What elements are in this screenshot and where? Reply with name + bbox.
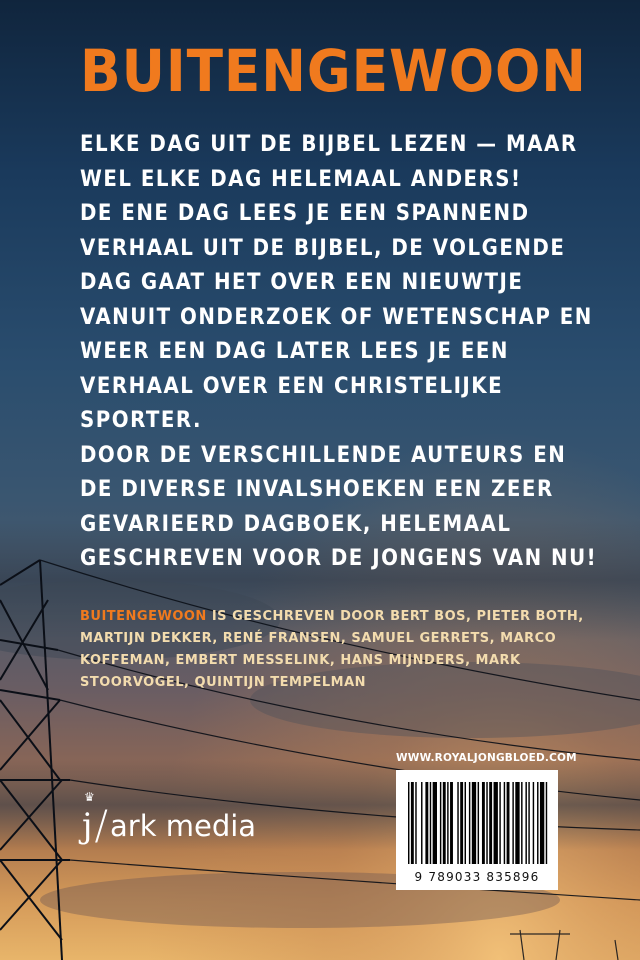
isbn-barcode [396,770,558,890]
barcode-bar [515,782,519,864]
barcode-bar [478,782,479,864]
barcode-bar [415,782,416,864]
authors-list: IS GESCHREVEN DOOR BERT BOS, PIETER BOTH, MARTIJN DEKKER, RENÉ FRANSEN, SAMUEL GERRETS, MARCO KOFFEMAN, EMBERT MESSELINK, HANS MIJNDERS, MARK STOORVOGEL, QUINTIJN TEMPELMAN [80,609,584,690]
barcode-bar [528,782,529,864]
barcode-bar [540,782,544,864]
barcode-bar [482,782,485,864]
barcode-bar [546,782,547,864]
barcode-bar [447,782,448,864]
blurb-paragraph-2: DE ENE DAG LEES JE EEN SPANNEND VERHAAL UIT DE BIJBEL, DE VOLGENDE DAG GAAT HET OVER EEN NIEUWTJE VANUIT ONDERZOEK OF WETENSCHAP EN WEER EEN DAG LATER LEES JE EEN VERHAAL OVER EEN CHRISTELIJKE SPORTER. [80,201,593,433]
barcode-bar [494,782,498,864]
barcode-bar [521,782,522,864]
barcode-bar [507,782,510,864]
barcode-bars [396,770,558,870]
barcode-bar [457,782,458,864]
barcode-bar [537,782,538,864]
barcode-bar [533,782,534,864]
barcode-bar [512,782,513,864]
logo-name: ark media [110,809,257,843]
logo-separator: / [94,803,109,849]
barcode-bar [433,782,437,864]
isbn-number: 9 789033 835896 [414,870,540,884]
barcode-bar [460,782,463,864]
logo-mark [82,790,95,846]
blurb-paragraph-3: DOOR DE VERSCHILLENDE AUTEURS EN DE DIVERSE INVALSHOEKEN EEN ZEER GEVARIEERD DAGBOEK, HELEMAAL GESCHREVEN VOOR DE JONGENS VAN NU! [80,442,598,571]
authors-credit [80,606,590,694]
barcode-bar [443,782,446,864]
barcode-bar [525,782,526,864]
barcode-bar [450,782,453,864]
blurb [80,128,600,577]
authors-brand: BUITENGEWOON [80,609,207,624]
barcode-bar [430,782,431,864]
barcode-bar [408,782,409,864]
book-title: BUITENGEWOON [80,37,587,105]
barcode-bar [411,782,414,864]
publisher-website: WWW.ROYALJONGBLOED.COM [396,752,577,764]
barcode-bar [465,782,466,864]
barcode-bar [421,782,422,864]
publisher-logo [82,790,257,856]
barcode-bar [425,782,428,864]
barcode-bar [504,782,505,864]
barcode-bar [489,782,492,864]
crown-icon: ♛ [84,790,95,804]
barcode-bar [440,782,441,864]
barcode-bar [499,782,500,864]
barcode-bar [472,782,476,864]
barcode-bar [469,782,470,864]
barcode-bar [486,782,487,864]
logo-mark-letter: j [82,806,93,846]
blurb-paragraph-1: ELKE DAG UIT DE BIJBEL LEZEN — MAAR WEL ELKE DAG HELEMAAL ANDERS! [80,132,578,192]
